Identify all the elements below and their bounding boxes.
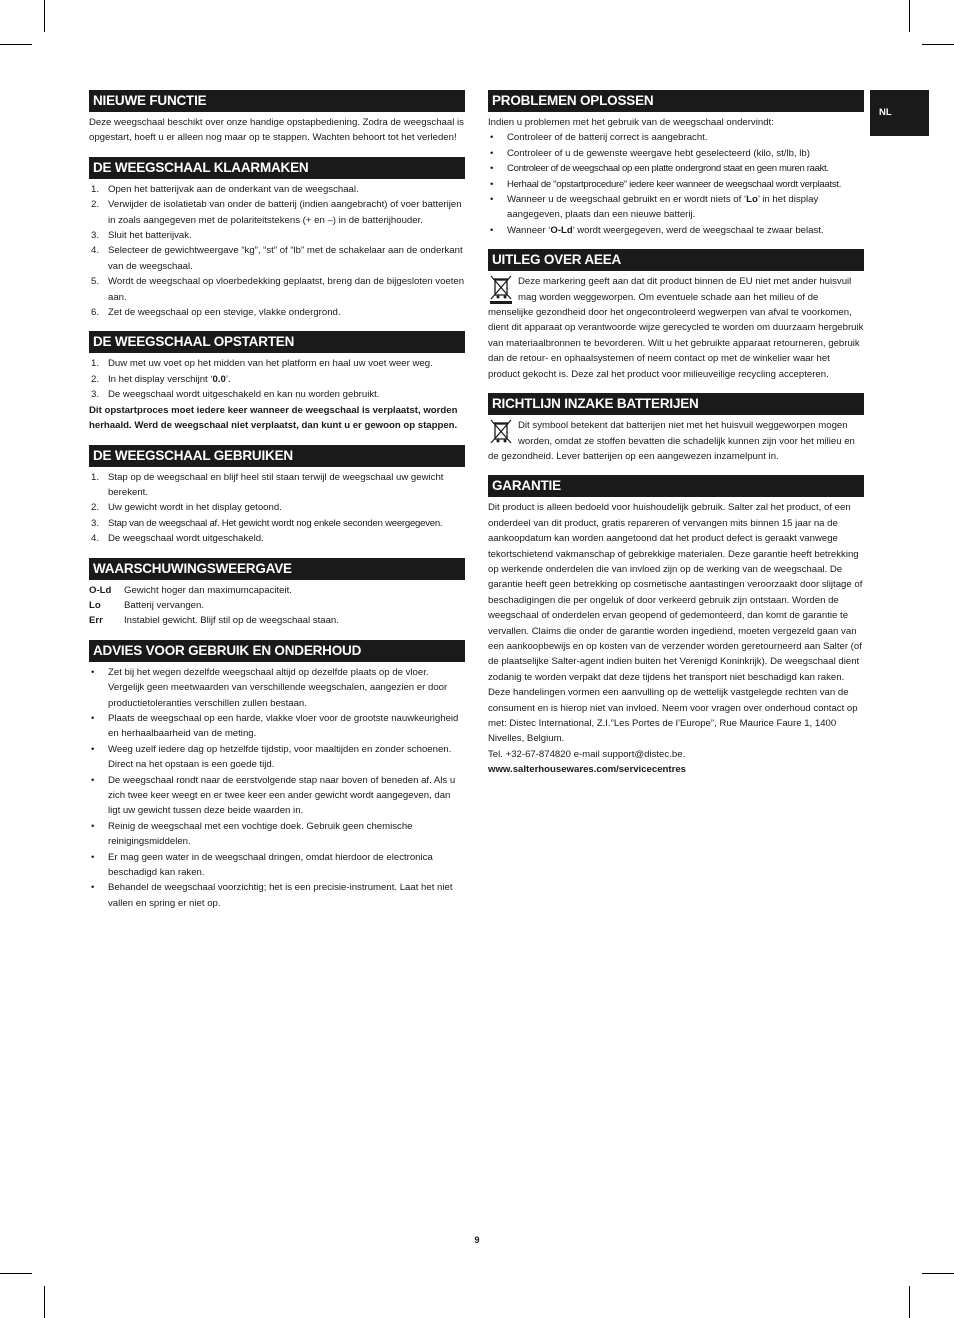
crop-mark — [922, 1273, 954, 1274]
list-text: Zet bij het wegen dezelfde weegschaal altijd op dezelfde plaats op de vloer. Vergelijk geen meetwaarden van verschillende weegschalen, aangezien er door productietoleranties verschillen zullen bestaan. — [108, 666, 448, 709]
list-item — [89, 665, 465, 711]
list-text: Stap van de weegschaal af. Het gewicht wordt nog enkele seconden weergegeven. — [108, 517, 443, 529]
list-text: Weeg uzelf iedere dag op hetzelfde tijdstip, voor maaltijden en zonder schoenen. Direct na het opstaan is een goede tijd. — [108, 743, 452, 771]
list-text: Behandel de weegschaal voorzichtig; het is een precisie-instrument. Laat het niet vallen en spring er niet op. — [108, 882, 453, 909]
list-text: Controleer of u de gewenste weergave hebt geselecteerd (kilo, st/lb, lb) — [507, 147, 810, 159]
crop-mark — [0, 1273, 32, 1274]
display-code: Lo — [746, 194, 758, 206]
numbered-list — [89, 182, 465, 321]
list-text: Reinig de weegschaal met een vochtige doek. Gebruik geen chemische reinigingsmiddelen. — [108, 820, 413, 848]
list-item — [89, 356, 465, 371]
section-klaarmaken — [89, 157, 465, 321]
page-number: 9 — [474, 1235, 480, 1245]
bullet: • — [490, 163, 494, 175]
crop-mark — [0, 44, 32, 45]
bullet: • — [490, 178, 494, 190]
section-problemen — [488, 90, 864, 238]
list-item — [89, 387, 465, 402]
section-batterijen — [488, 393, 864, 464]
list-text: ’ wordt weergegeven, werd de weegschaal te zwaar belast. — [572, 224, 824, 236]
list-number: 4. — [91, 533, 100, 545]
list-text: Wanneer ‘ — [507, 224, 551, 236]
section-garantie — [488, 475, 864, 777]
bullet: • — [91, 743, 95, 755]
section-heading: DE WEEGSCHAAL GEBRUIKEN — [89, 445, 465, 467]
list-number: 6. — [91, 307, 100, 319]
section-text: Deze weegschaal beschikt over onze handige opstapbediening. Zodra de weegschaal is opgestart, hoeft u er alleen nog maar op te stappen. Wachten behoort tot het verleden! — [89, 117, 464, 144]
list-number: 2. — [91, 199, 100, 211]
list-text: Plaats de weegschaal op een harde, vlakke vloer voor de grootste nauwkeurigheid en herhaalbaarheid van de meting. — [108, 712, 459, 740]
section-text: Dit product is alleen bedoeld voor huishoudelijk gebruik. Salter zal het product, of een onderdeel van dit product, gratis repareren of vervangen mits binnen 15 jaar na de aankoopdatum kan worden aangetoond dat het product defect is geraakt vanwege tekortschietend vakmanschap of gebrekkige materialen. Deze garantie heeft betrekking op werkende onderdelen die van invloed zijn op de werking van de weegschaal. De garantie heeft geen betrekking op cosmetische aantastingen veroorzaakt door slijtage of beschadigingen die per ongeluk of door verkeerd gebruik zijn ontstaan. Worden de weegschaal of onderdelen ervan geopend of gedemonteerd, dan komt de garantie te vervallen. Claims die onder de garantie worden ingediend, moeten vergezeld gaan van een aankoopbewijs en op kosten van de verzender worden geretourneerd aan Salter (of de plaatselijke Salter-agent indien buiten het Verenigd Koninkrijk). De weegschaal dient zodanig te worden verpakt dat deze tijdens het transport niet beschadigd kan raken. Deze handelingen vormen een aanvulling op de wettelijk vastgelegde rechten van de consument en is hierop niet van invloed. Neem voor vragen over onderhoud contact op met: Distec International, Z.I.”Les Portes de l’Europe”, Rue Maurice Faure 1, 1400 Nivelles, Belgium. — [488, 502, 863, 745]
list-text: Verwijder de isolatietab van onder de batterij (indien aangebracht) of voer batterijen in zoals aangegeven met de polariteitstekens (+ en –) in de batterijhouder. — [108, 199, 462, 226]
bullet: • — [490, 194, 494, 206]
bullet: • — [490, 132, 494, 144]
list-item — [89, 531, 465, 546]
weee-bin-icon — [488, 274, 516, 304]
list-number: 1. — [91, 471, 100, 483]
list-text: De weegschaal rondt naar de eerstvolgende stap naar boven of beneden af. Als u zich twee keer weegt en er twee keer een ander gewicht wordt aangegeven, dan ligt uw gewicht tussen deze beide waarden in. — [108, 774, 456, 817]
list-item — [488, 161, 864, 176]
list-item — [89, 470, 465, 501]
section-heading: NIEUWE FUNCTIE — [89, 90, 465, 112]
warning-text: Gewicht hoger dan maximumcapaciteit. — [124, 584, 292, 596]
section-heading: PROBLEMEN OPLOSSEN — [488, 90, 864, 112]
section-nieuwe-functie — [89, 90, 465, 146]
bullet: • — [91, 666, 95, 678]
list-number: 4. — [91, 245, 100, 257]
list-item — [89, 742, 465, 773]
list-text: Stap op de weegschaal en blijf heel stil staan terwijl de weegschaal uw gewicht berekent. — [108, 471, 444, 498]
section-heading: DE WEEGSCHAAL KLAARMAKEN — [89, 157, 465, 179]
warning-text: Instabiel gewicht. Blijf stil op de weegschaal staan. — [124, 615, 339, 627]
list-number: 5. — [91, 276, 100, 288]
list-text: Duw met uw voet op het midden van het platform en haal uw voet weer weg. — [108, 358, 433, 370]
list-text: Er mag geen water in de weegschaal dringen, omdat hierdoor de electronica beschadigd kan raken. — [108, 851, 433, 879]
bullet: • — [490, 224, 494, 236]
list-text: Wordt de weegschaal op vloerbedekking geplaatst, breng dan de bijgesloten voeten aan. — [108, 276, 465, 303]
list-item — [488, 177, 864, 192]
section-heading: WAARSCHUWINGSWEERGAVE — [89, 558, 465, 580]
section-heading: ADVIES VOOR GEBRUIK EN ONDERHOUD — [89, 640, 465, 662]
bullet: • — [91, 882, 95, 894]
list-number: 2. — [91, 373, 100, 385]
section-opstarten — [89, 331, 465, 433]
list-item — [89, 711, 465, 742]
numbered-list — [89, 470, 465, 547]
list-item — [89, 274, 465, 305]
list-text: Controleer of de weegschaal op een platte ondergrond staat en geen muren raakt. — [507, 163, 829, 175]
list-item — [89, 243, 465, 274]
warning-code: Err — [89, 615, 103, 627]
list-item — [89, 228, 465, 243]
list-text: De weegschaal wordt uitgeschakeld en kan nu worden gebruikt. — [108, 389, 380, 401]
warning-row — [89, 613, 465, 628]
bullet: • — [91, 712, 95, 724]
section-aeea — [488, 249, 864, 382]
list-number: 1. — [91, 358, 100, 370]
list-text: ’. — [225, 373, 231, 385]
list-text: Herhaal de “opstartprocedure” iedere keer wanneer de weegschaal wordt verplaatst. — [507, 178, 842, 190]
list-text: ’ in het display aangegeven, plaats dan een nieuwe batterij. — [507, 194, 819, 221]
service-url[interactable]: www.salterhousewares.com/servicecentres — [488, 764, 687, 776]
list-text: In het display verschijnt ‘ — [108, 373, 213, 385]
list-item — [488, 223, 864, 238]
list-item — [89, 773, 465, 819]
list-number: 3. — [91, 230, 100, 242]
display-code: 0.0 — [212, 373, 226, 385]
section-text: Deze markering geeft aan dat dit product binnen de EU niet met ander huisvuil mag worden weggeworpen. Om eventuele schade aan het milieu of de menselijke gezondheid door het ongecontroleerd wegwerpen van afval te voorkomen, dient dit apparaat op verantwoorde wijze gerecycled te worden om duurzaam hergebruik van materiaalbronnen te bevorderen. Wilt u het gebruikte apparaat retourneren, gebruik dan de retour- en ophaalsystemen of neem contact op met de winkelier waar het product gekocht is. Deze zal het product voor milieuveilige recycling accepteren. — [488, 276, 864, 380]
bold-note: Dit opstartproces moet iedere keer wanneer de weegschaal is verplaatst, worden herhaald. Werd de weegschaal niet verplaatst, dan kunt u er gewoon op stappen. — [89, 404, 458, 432]
section-heading: DE WEEGSCHAAL OPSTARTEN — [89, 331, 465, 353]
list-text: Sluit het batterijvak. — [108, 230, 192, 242]
right-column — [488, 90, 864, 789]
section-waarschuwing — [89, 558, 465, 629]
crop-mark — [44, 0, 45, 32]
list-item — [89, 500, 465, 515]
list-text: De weegschaal wordt uitgeschakeld. — [108, 533, 264, 545]
bullet: • — [490, 147, 494, 159]
list-text: Open het batterijvak aan de onderkant van de weegschaal. — [108, 183, 359, 195]
list-item — [89, 880, 465, 911]
list-number: 2. — [91, 502, 100, 514]
list-text: Zet de weegschaal op een stevige, vlakke ondergrond. — [108, 307, 341, 319]
list-item — [89, 305, 465, 320]
list-item — [89, 182, 465, 197]
list-item — [89, 850, 465, 881]
bullet: • — [91, 774, 95, 786]
warning-row — [89, 583, 465, 598]
crop-mark — [922, 44, 954, 45]
left-column — [89, 90, 465, 922]
bullet: • — [91, 820, 95, 832]
list-item — [488, 146, 864, 161]
section-gebruiken — [89, 445, 465, 547]
crop-mark — [909, 0, 910, 32]
list-item — [89, 819, 465, 850]
bullet-list — [488, 130, 864, 238]
section-heading: UITLEG OVER AEEA — [488, 249, 864, 271]
warning-code: Lo — [89, 599, 101, 611]
list-item — [89, 516, 465, 531]
list-item — [89, 197, 465, 228]
bullet-list — [89, 665, 465, 912]
list-item — [488, 192, 864, 223]
list-text: Wanneer u de weegschaal gebruikt en er wordt niets of ‘ — [507, 194, 747, 206]
list-text: Uw gewicht wordt in het display getoond. — [108, 502, 282, 514]
section-intro: Indien u problemen met het gebruik van de weegschaal ondervindt: — [488, 117, 774, 128]
display-code: O-Ld — [550, 224, 573, 236]
numbered-list — [89, 356, 465, 402]
section-heading: RICHTLIJN INZAKE BATTERIJEN — [488, 393, 864, 415]
bullet: • — [91, 851, 95, 863]
list-text: Controleer of de batterij correct is aangebracht. — [507, 132, 708, 144]
list-number: 3. — [91, 517, 100, 529]
section-text: Dit symbool betekent dat batterijen niet met het huisvuil weggeworpen mogen worden, omdat ze stoffen bevatten die schadelijk kunnen zijn voor het milieu en de gezondheid. Lever batterijen op een aangewezen inzamelpunt in. — [488, 420, 855, 462]
list-item — [488, 130, 864, 145]
crop-mark — [44, 1286, 45, 1318]
section-heading: GARANTIE — [488, 475, 864, 497]
list-item — [89, 372, 465, 387]
warning-code: O-Ld — [89, 584, 112, 596]
list-number: 3. — [91, 389, 100, 401]
warning-row — [89, 598, 465, 613]
list-text: Selecteer de gewichtweergave “kg”, “st” of “lb” met de schakelaar aan de onderkant van de weegschaal. — [108, 245, 463, 272]
section-advies — [89, 640, 465, 912]
list-number: 1. — [91, 183, 100, 195]
contact-line: Tel. +32-67-874820 e-mail support@distec.be. — [488, 748, 686, 760]
battery-bin-icon — [488, 418, 516, 448]
crop-mark — [909, 1286, 910, 1318]
warning-text: Batterij vervangen. — [124, 599, 204, 611]
language-tab: NL — [870, 90, 929, 136]
